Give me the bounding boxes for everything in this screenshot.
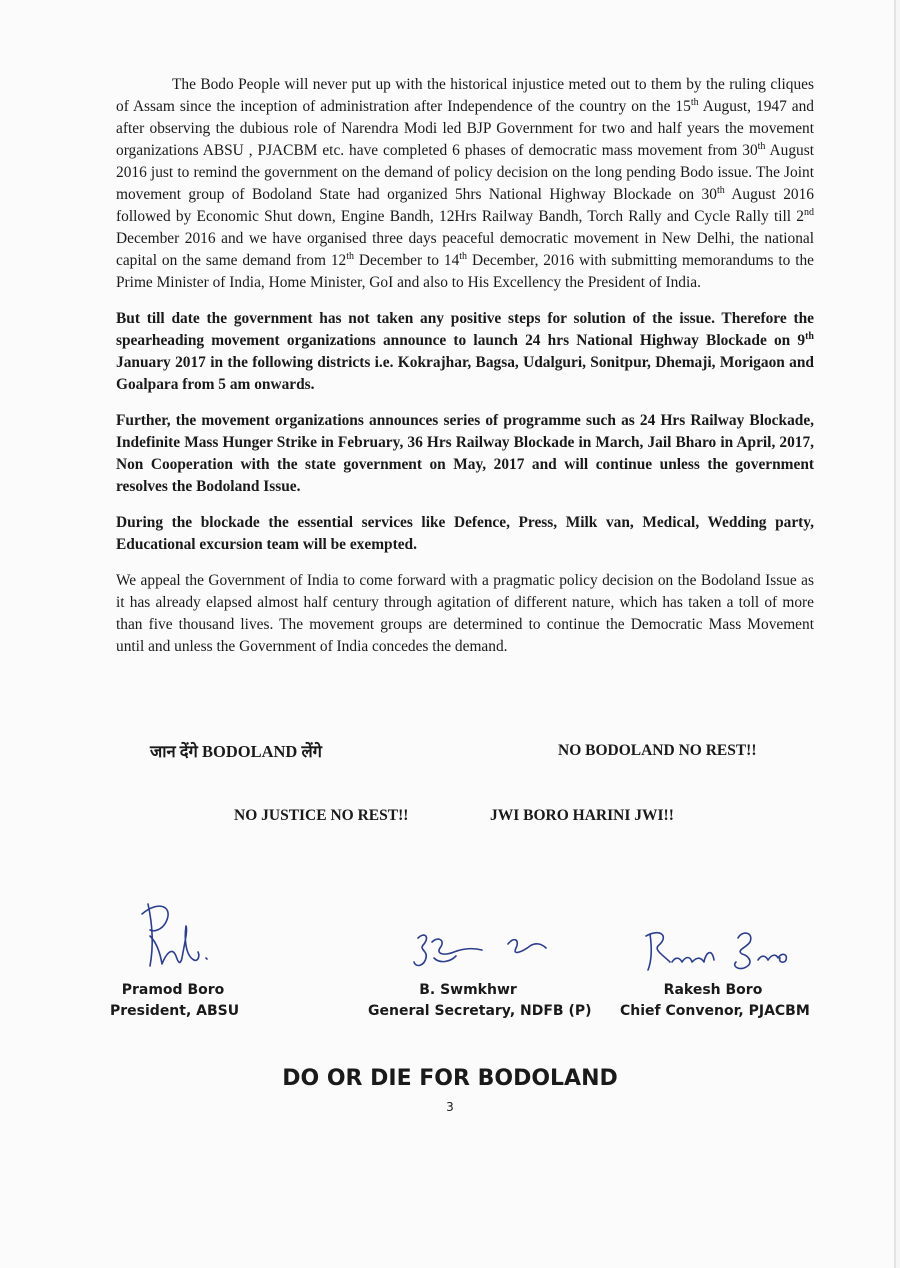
text-run: August 2016 followed by Economic Shut down, Engine Bandh, 12Hrs Railway Bandh, Torch Rally and Cycle Rally till 2	[116, 186, 814, 225]
slogan-no-justice-no-rest: NO JUSTICE NO REST!!	[234, 807, 409, 824]
slogan-jwi-boro: JWI BORO HARINI JWI!!	[490, 807, 674, 824]
text-run: January 2017 in the following districts i.e. Kokrajhar, Bagsa, Udalguri, Sonitpur, Dhemaji, Morigaon and Goalpara from 5 am onwards.	[116, 354, 814, 393]
signatory-title: General Secretary, NDFB (P)	[368, 1003, 592, 1019]
superscript: th	[716, 185, 725, 196]
paragraph-appeal: We appeal the Government of India to come forward with a pragmatic policy decision on the Bodoland Issue as it has already elapsed almost half century through agitation of different nature, which has taken a toll of more than five thousand lives. The movement groups are determined to continue the Democratic Mass Movement until and unless the Government of India concedes the demand.	[116, 572, 814, 655]
signatory-block-1	[110, 980, 240, 1022]
page-number: 3	[446, 1100, 454, 1114]
text-run: August 2016 just to remind the government on the demand of policy decision on the long pending Bodo issue. The Joint movement group of Bodoland State had organized 5hrs National Highway Blockade on 30	[116, 142, 814, 203]
text-run: December 2016 and we have organised three days peaceful democratic movement in New Delhi, the national capital on the same demand from 12	[116, 230, 814, 269]
signatory-name: Pramod Boro	[121, 982, 225, 998]
text-run: December, 2016 with submitting memorandums to the Prime Minister of India, Home Minister, GoI and also to His Excellency the President of India.	[116, 252, 815, 291]
text-run: August, 1947 and after observing the dubious role of Narendra Modi led BJP Government for two and half years the movement organizations ABSU , PJACBM etc. have completed 6 phases of democratic mass movement from 30	[116, 98, 814, 159]
superscript: th	[757, 141, 766, 152]
text-run: December to 14	[354, 252, 460, 269]
paragraph-programme-series: Further, the movement organizations announces series of programme such as 24 Hrs Railway Blockade, Indefinite Mass Hunger Strike in February, 36 Hrs Railway Blockade in March, Jail Bharo in April, 2017, Non Cooperation with the state government on May, 2017 and will continue unless the government resolves the Bodoland Issue.	[116, 412, 814, 495]
signatory-name: Rakesh Boro	[663, 982, 763, 998]
superscript: th	[805, 331, 814, 342]
slogan-no-bodoland-no-rest: NO BODOLAND NO REST!!	[558, 742, 757, 759]
signature-b-swmkhwr	[410, 928, 560, 976]
superscript: th	[346, 251, 354, 262]
signature-pramod-boro	[136, 896, 216, 972]
signatory-name: B. Swmkhwr	[419, 982, 517, 998]
slogan-jaan-denge: जान देंगे BODOLAND लेंगे	[150, 742, 322, 761]
paragraph-history	[116, 74, 814, 294]
signature-rakesh-boro	[640, 926, 800, 978]
text-run: The Bodo People will never put up with the historical injustice meted out to them by the ruling cliques of Assam since the inception of administration after Independence of the country on the 15	[116, 76, 814, 115]
signatory-title: President, ABSU	[110, 1003, 240, 1019]
superscript: th	[690, 97, 699, 108]
superscript: nd	[804, 207, 814, 218]
signatory-title: Chief Convenor, PJACBM	[620, 1003, 810, 1019]
letter-body	[116, 74, 814, 672]
superscript: th	[459, 251, 468, 262]
motto-heading: DO OR DIE FOR BODOLAND	[282, 1066, 618, 1091]
paragraph-exemptions: During the blockade the essential services like Defence, Press, Milk van, Medical, Wedding party, Educational excursion team will be exempted.	[116, 514, 814, 553]
signatory-block-2	[368, 980, 592, 1022]
signatory-block-3	[620, 980, 810, 1022]
text-run: But till date the government has not taken any positive steps for solution of the issue. Therefore the spearheading movement organizations announce to launch 24 hrs National Highway Blockade on 9	[116, 310, 814, 349]
paragraph-blockade-announcement	[116, 308, 814, 396]
